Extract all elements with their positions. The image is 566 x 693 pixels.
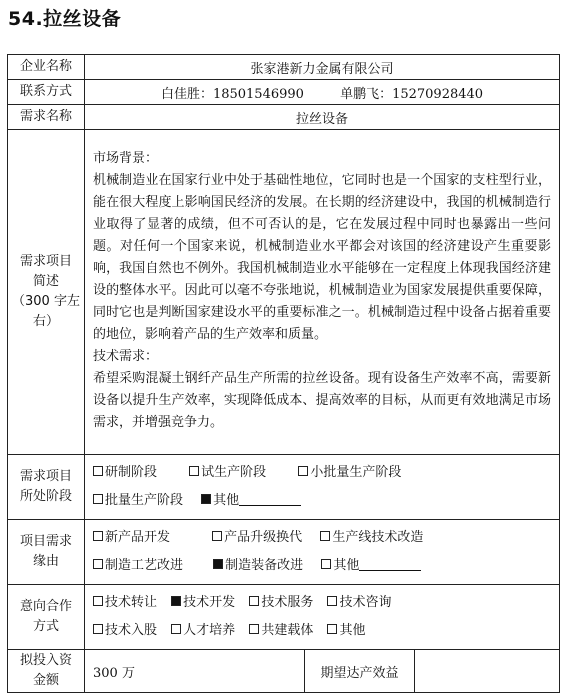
tech-text: 希望采购混凝土钢纤产品生产所需的拉丝设备。现有设备生产效率不高，需要新设备以提升生产效率，实现降低成本、提高效率的目标，从而更有效地满足市场需求，并增强竞争力。: [93, 371, 552, 430]
summary-label: 需求项目 简述 （300 字左 右）: [8, 130, 85, 455]
stage-option-small-batch[interactable]: 小批量生产阶段: [298, 459, 401, 487]
blank-line: [359, 558, 421, 571]
checkbox-icon: [249, 596, 259, 606]
need-name-row: [8, 105, 560, 130]
stage-option-other[interactable]: 其他: [201, 487, 301, 515]
checkbox-icon: [93, 596, 103, 606]
coop-row: [8, 585, 560, 650]
contact-person-1: 白佳胜：18501546990: [160, 86, 304, 102]
page-heading: 54.拉丝设备: [8, 8, 122, 30]
checkbox-icon: [320, 531, 330, 541]
contact-value: [85, 80, 560, 105]
reason-option-other[interactable]: 其他: [321, 552, 421, 580]
reason-row: [8, 520, 560, 585]
contact-person-2: 单鹏飞：15270928440: [340, 86, 484, 102]
checkbox-icon: [249, 624, 259, 634]
company-value: 张家港新力金属有限公司: [85, 55, 560, 80]
investment-row: [8, 650, 560, 693]
reason-option-new-product[interactable]: 新产品开发: [93, 524, 170, 552]
checkbox-icon: [93, 466, 103, 476]
checkbox-icon: [189, 466, 199, 476]
contact-label: 联系方式: [8, 80, 85, 105]
stage-option-research[interactable]: 研制阶段: [93, 459, 157, 487]
reason-option-process[interactable]: 制造工艺改进: [93, 552, 183, 580]
coop-option-talent[interactable]: 人才培养: [171, 617, 235, 645]
need-name-label: 需求名称: [8, 105, 85, 130]
need-name-value: 拉丝设备: [85, 105, 560, 130]
coop-option-service[interactable]: 技术服务: [249, 589, 313, 617]
checked-box-icon: [171, 596, 181, 606]
market-heading: 市场背景：: [93, 151, 159, 166]
checkbox-icon: [93, 559, 103, 569]
coop-option-equity[interactable]: 技术入股: [93, 617, 157, 645]
coop-options: [85, 585, 560, 650]
company-row: [8, 55, 560, 80]
requirement-form: [7, 54, 560, 693]
coop-option-carrier[interactable]: 共建载体: [249, 617, 313, 645]
checked-box-icon: [201, 494, 211, 504]
checkbox-icon: [93, 624, 103, 634]
checkbox-icon: [298, 466, 308, 476]
checkbox-icon: [321, 559, 331, 569]
reason-options: [85, 520, 560, 585]
checkbox-icon: [93, 531, 103, 541]
checkbox-icon: [327, 596, 337, 606]
stage-options: [85, 455, 560, 520]
benefit-value[interactable]: [415, 650, 560, 693]
stage-option-mass[interactable]: 批量生产阶段: [93, 487, 183, 515]
summary-row: [8, 130, 560, 455]
coop-option-development[interactable]: 技术开发: [171, 589, 235, 617]
reason-label: 项目需求 缘由: [8, 520, 85, 585]
company-label: 企业名称: [8, 55, 85, 80]
coop-option-consulting[interactable]: 技术咨询: [327, 589, 391, 617]
market-text: 机械制造业在国家行业中处于基础性地位，它同时也是一个国家的支柱型行业，能在很大程度上影响国民经济的发展。在长期的经济建设中，我国的机械制造行业取得了显著的成绩，但不可否认的是，它在发展过程中同时也暴露出一些问题。对任何一个国家来说，机械制造业水平都会对该国的经济建设产生重要影响，我国自然也不例外。我国机械制造业水平能够在一定程度上体现我国经济建设的整体水平。因此可以毫不夸张地说，机械制造业为国家发展提供重要保障，同时它也是判断国家建设水平的重要标准之一。机械制造过程中设备占据着重要的地位，影响着产品的生产效率和质量。: [93, 173, 552, 342]
checkbox-icon: [327, 624, 337, 634]
reason-option-equipment[interactable]: 制造装备改进: [213, 552, 303, 580]
checkbox-icon: [93, 494, 103, 504]
benefit-label: 期望达产效益: [305, 650, 415, 693]
coop-option-transfer[interactable]: 技术转让: [93, 589, 157, 617]
coop-option-other[interactable]: 其他: [327, 617, 365, 645]
blank-line: [239, 493, 301, 506]
checkbox-icon: [212, 531, 222, 541]
checked-box-icon: [213, 559, 223, 569]
stage-label: 需求项目 所处阶段: [8, 455, 85, 520]
stage-row: [8, 455, 560, 520]
stage-option-trial[interactable]: 试生产阶段: [189, 459, 266, 487]
investment-label: 拟投入资 金额: [8, 650, 85, 693]
reason-option-line-retrofit[interactable]: 生产线技术改造: [320, 524, 423, 552]
checkbox-icon: [171, 624, 181, 634]
coop-label: 意向合作 方式: [8, 585, 85, 650]
reason-option-upgrade[interactable]: 产品升级换代: [212, 524, 302, 552]
tech-heading: 技术需求：: [93, 349, 159, 364]
contact-row: [8, 80, 560, 105]
investment-value: 300 万: [85, 650, 305, 693]
summary-value: [85, 130, 560, 455]
